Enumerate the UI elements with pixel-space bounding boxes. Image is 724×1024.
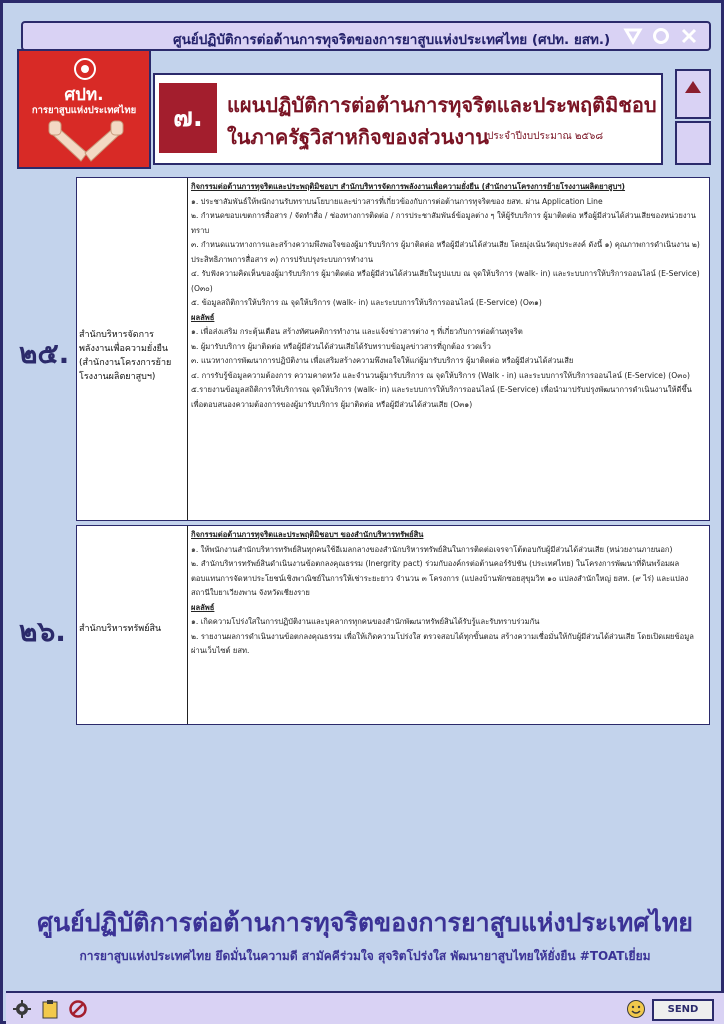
plan-header: [153, 73, 663, 165]
window-title: ศูนย์ปฏิบัติการต่อต้านการทุจริตของการยาสูบแห่งประเทศไทย (ศปท. ยสท.): [173, 32, 611, 48]
bottom-toolbar: [6, 991, 724, 1024]
logo-abbrev: ศปท.: [64, 85, 104, 105]
footer-title: ศูนย์ปฏิบัติการต่อต้านการทุจริตของการยาสูบแห่งประเทศไทย: [37, 908, 693, 937]
scroll-up-button[interactable]: [675, 69, 711, 119]
column-divider: [187, 178, 188, 520]
crossed-hands-icon: [47, 119, 125, 167]
block-icon[interactable]: [68, 999, 88, 1019]
organization-logo: [17, 49, 151, 169]
plan-title-line1: แผนปฏิบัติการต่อต้านการทุจริตและประพฤติมิชอบ: [227, 93, 657, 117]
section-body: [191, 180, 703, 412]
result-item: ๕.รายงานข้อมูลสถิติการให้บริการณ จุดให้บริการ (walk- in) และระบบการให้บริการออนไลน์ (E-Service) เพื่อนำมาปรับปรุงพัฒนาการดำเนินงานให้ดีขึ้น เพื่อตอบสนองความต้องการของผู้มารับบริการ ผู้มาติดต่อ หรือผู้มีส่วนได้ส่วนเสีย (O๓๑): [191, 385, 692, 409]
section-heading: กิจกรรมต่อต้านการทุจริตและประพฤติมิชอบฯ สำนักบริหารจัดการพลังงานเพื่อความยั่งยืน (สำนักงานโครงการย้ายโรงงานผลิตยาสูบฯ): [191, 182, 626, 191]
activity-item: ๓. กำหนดแนวทางการและสร้างความพึงพอใจของผู้มารับบริการ ผู้มาติดต่อ หรือผู้มีส่วนได้ส่วนเสีย โดยมุ่งเน้นวัตถุประสงค์ ดังนี้ ๑) คุณภาพการดำเนินงาน ๒) ประสิทธิภาพการสื่อสาร ๓) การปรับปรุงระบบการทำงาน: [191, 240, 700, 264]
chevron-up-icon: [685, 81, 701, 93]
result-item: ๒. รายงานผลการดำเนินงานข้อตกลงคุณธรรม เพื่อให้เกิดความโปร่งใส ตรวจสอบได้ทุกขั้นตอน สร้างความเชื่อมั่นให้กับผู้มีส่วนได้ส่วนเสีย โดยเปิดเผยข้อมูลผ่านเว็บไซต์ ยสท.: [191, 631, 694, 655]
triangle-icon[interactable]: [623, 26, 643, 46]
column-divider: [187, 526, 188, 724]
result-item: ๓. แนวทางการพัฒนาการปฏิบัติงาน เพื่อเสริมสร้างความพึงพอใจให้แก่ผู้มารับบริการ ผู้มาติดต่อ หรือผู้มีส่วนได้ส่วนเสีย: [191, 356, 574, 365]
footer-slogan: การยาสูบแห่งประเทศไทย ยึดมั่นในความดี สามัคคีร่วมใจ สุจริตโปร่งใส พัฒนายาสูบไทยให้ยั่งยืน #TOATเยี่ยม: [79, 949, 651, 963]
section-number: ๒๖.: [19, 615, 66, 648]
section-number: ๒๕.: [19, 337, 70, 370]
send-button[interactable]: SEND: [652, 999, 714, 1021]
logo-org-name: การยาสูบแห่งประเทศไทย: [31, 105, 137, 116]
section-org: สำนักบริหารจัดการพลังงานเพื่อความยั่งยืน (สำนักงานโครงการย้ายโรงงานผลิตยาสูบฯ): [79, 330, 172, 382]
plan-title-line2: ในภาครัฐวิสาหกิจของส่วนงาน: [227, 125, 489, 149]
activity-item: ๑. ประชาสัมพันธ์ให้พนักงานรับทราบนโยบายและข่าวสารที่เกี่ยวข้องกับการต่อต้านการทุจริตของ ยสท. ผ่าน Application Line: [191, 196, 603, 206]
activity-item: ๒. กำหนดขอบเขตการสื่อสาร / จัดทำสื่อ / ช่องทางการติดต่อ / การประชาสัมพันธ์ข้อมูลต่าง ๆ ให้ผู้รับบริการ ผู้มาติดต่อ หรือผู้มีส่วนได้ส่วนเสียของหน่วยงานทราบ: [191, 211, 697, 235]
result-item: ๑. เพื่อส่งเสริม กระตุ้นเตือน สร้างทัศนคติการทำงาน และแจ้งข่าวสารต่าง ๆ ที่เกี่ยวกับการต่อต้านทุจริต: [191, 327, 523, 336]
result-item: ๔. การรับรู้ข้อมูลความต้องการ ความคาดหวัง และจำนวนผู้มารับบริการ ณ จุดให้บริการ (Walk - in) และระบบการให้บริการออนไลน์ (E-Service) (O๓๐): [191, 370, 691, 380]
section-25: [19, 177, 710, 521]
activity-item: ๕. ข้อมูลสถิติการให้บริการ ณ จุดให้บริการ (walk- in) และระบบการให้บริการออนไลน์ (E-Service) (O๓๑): [191, 298, 542, 307]
section-org: สำนักบริหารทรัพย์สิน: [79, 624, 162, 634]
circle-icon[interactable]: [651, 26, 671, 46]
seal-icon: [72, 57, 98, 81]
fiscal-year: ประจำปีงบประมาณ ๒๕๖๘: [487, 131, 604, 142]
section-body: [191, 528, 703, 659]
activity-item: ๑. ให้พนักงานสำนักบริหารทรัพย์สินทุกคนใช้อีเมลกลางของสำนักบริหารทรัพย์สินในการติดต่อเจรจาโต้ตอบกับผู้มีส่วนได้ส่วนเสีย (หน่วยงานภายนอก): [191, 544, 673, 554]
title-bar: [21, 21, 711, 51]
scroll-track[interactable]: [675, 121, 711, 165]
section-heading: กิจกรรมต่อต้านการทุจริตและประพฤติมิชอบฯ ของสำนักบริหารทรัพย์สิน: [191, 530, 424, 539]
gear-icon[interactable]: [12, 999, 32, 1019]
results-heading: ผลลัพธ์: [191, 312, 215, 322]
clipboard-icon[interactable]: [40, 999, 60, 1019]
section-26: [19, 525, 710, 725]
plan-number: ๗.: [159, 83, 217, 153]
close-icon[interactable]: [679, 26, 699, 46]
result-item: ๒. ผู้มารับบริการ ผู้มาติดต่อ หรือผู้มีส่วนได้ส่วนเสียได้รับทราบข้อมูลข่าวสารที่ถูกต้อง รวดเร็ว: [191, 341, 491, 351]
activity-item: ๔. รับฟังความคิดเห็นของผู้มารับบริการ ผู้มาติดต่อ หรือผู้มีส่วนได้ส่วนเสียในรูปแบบ ณ จุดให้บริการ (walk- in) และระบบการให้บริการออนไลน์ (E-Service) (O๓๐): [191, 269, 700, 293]
smiley-icon[interactable]: [626, 999, 646, 1019]
activity-item: ๒. สำนักบริหารทรัพย์สินดำเนินงานข้อตกลงคุณธรรม (Inergrity pact) ร่วมกับองค์กรต่อต้านคอร์รัปชัน (ประเทศไทย) ในโครงการพัฒนาที่ดินพร้อมผลตอบแทนการจัดหาประโยชน์เชิงพาณิชย์ในการให้เช่าระยะยาว จำนวน ๓ โครงการ (แปลงบ้านพักซอยสุขุมวิท ๑๐ แปลงสำนักใหญ่ ยสท. (๙ ไร่) และแปลงสถานีใบยาเวียงพาน จังหวัดเชียงราย: [191, 559, 689, 597]
results-heading: ผลลัพธ์: [191, 602, 215, 612]
result-item: ๑. เกิดความโปร่งใสในการปฏิบัติงานและบุคลากรทุกคนของสำนักพัฒนาทรัพย์สินได้รับรู้และรับทราบร่วมกัน: [191, 617, 540, 626]
